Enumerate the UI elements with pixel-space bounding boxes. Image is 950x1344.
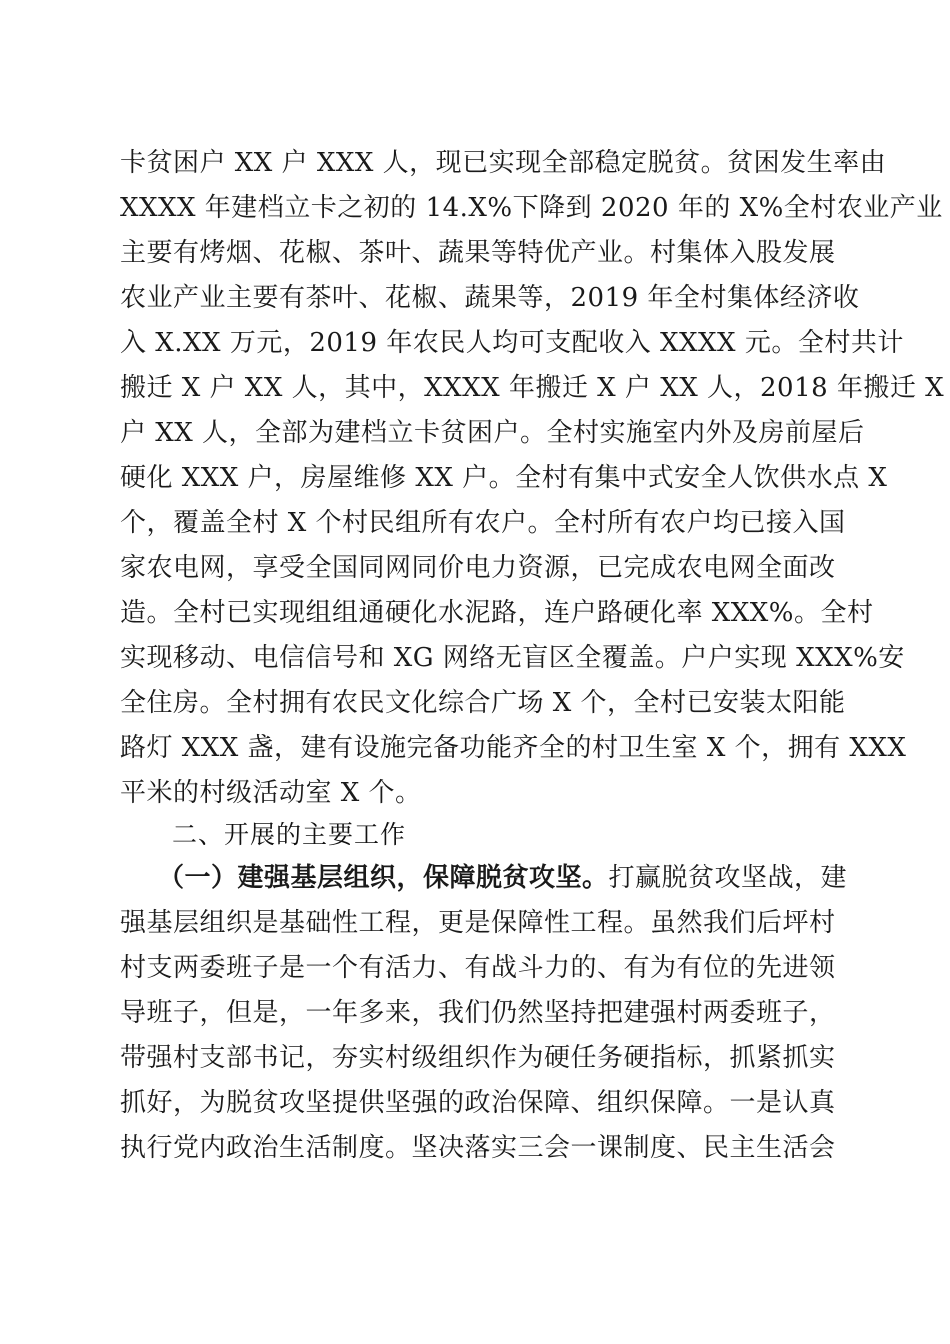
text-line: 农业产业主要有茶叶、花椒、蔬果等，2019 年全村集体经济收 <box>120 283 860 313</box>
text-line: 户 XX 人，全部为建档立卡贫困户。全村实施室内外及房前屋后 <box>120 418 865 448</box>
text-line: 平米的村级活动室 X 个。 <box>120 778 422 808</box>
text-line: XXXX 年建档立卡之初的 14.X%下降到 2020 年的 X%全村农业产业 <box>120 193 943 223</box>
text-line: 路灯 XXX 盏，建有设施完备功能齐全的村卫生室 X 个，拥有 XXX <box>120 733 907 763</box>
text-line: 全住房。全村拥有农民文化综合广场 X 个，全村已安装太阳能 <box>120 688 846 718</box>
text-line: 个，覆盖全村 X 个村民组所有农户。全村所有农户均已接入国 <box>120 508 846 538</box>
text-line: 入 X.XX 万元，2019 年农民人均可支配收入 XXXX 元。全村共计 <box>120 328 904 358</box>
text-line: 家农电网，享受全国同网同价电力资源，已完成农电网全面改 <box>120 553 836 583</box>
text-line: 搬迁 X 户 XX 人，其中，XXXX 年搬迁 X 户 XX 人，2018 年搬迁 X <box>120 373 945 403</box>
text-line: 强基层组织是基础性工程，更是保障性工程。虽然我们后坪村 <box>120 908 836 938</box>
text-line: 村支两委班子是一个有活力、有战斗力的、有为有位的先进领 <box>120 953 836 983</box>
text-run: 打赢脱贫攻坚战，建 <box>608 863 848 893</box>
text-line: 主要有烤烟、花椒、茶叶、蔬果等特优产业。村集体入股发展 <box>120 238 836 268</box>
text-line: 导班子，但是，一年多来，我们仍然坚持把建强村两委班子， <box>120 998 836 1028</box>
text-line: 硬化 XXX 户，房屋维修 XX 户。全村有集中式安全人饮供水点 X <box>120 463 888 493</box>
text-line: 造。全村已实现组组通硬化水泥路，连户路硬化率 XXX%。全村 <box>120 598 874 628</box>
text-line: 抓好，为脱贫攻坚提供坚强的政治保障、组织保障。一是认真 <box>120 1088 836 1118</box>
text-line: 执行党内政治生活制度。坚决落实三会一课制度、民主生活会 <box>120 1133 836 1163</box>
text-line: 卡贫困户 XX 户 XXX 人，现已实现全部稳定脱贫。贫困发生率由 <box>120 148 887 178</box>
section-heading: 二、开展的主要工作 <box>172 820 407 849</box>
text-line-first <box>158 858 848 898</box>
text-line: 带强村支部书记，夯实村级组织作为硬任务硬指标，抓紧抓实 <box>120 1043 836 1073</box>
text-line: 实现移动、电信信号和 XG 网络无盲区全覆盖。户户实现 XXX%安 <box>120 643 905 673</box>
subsection-heading: （一）建强基层组织，保障脱贫攻坚。 <box>158 863 609 893</box>
